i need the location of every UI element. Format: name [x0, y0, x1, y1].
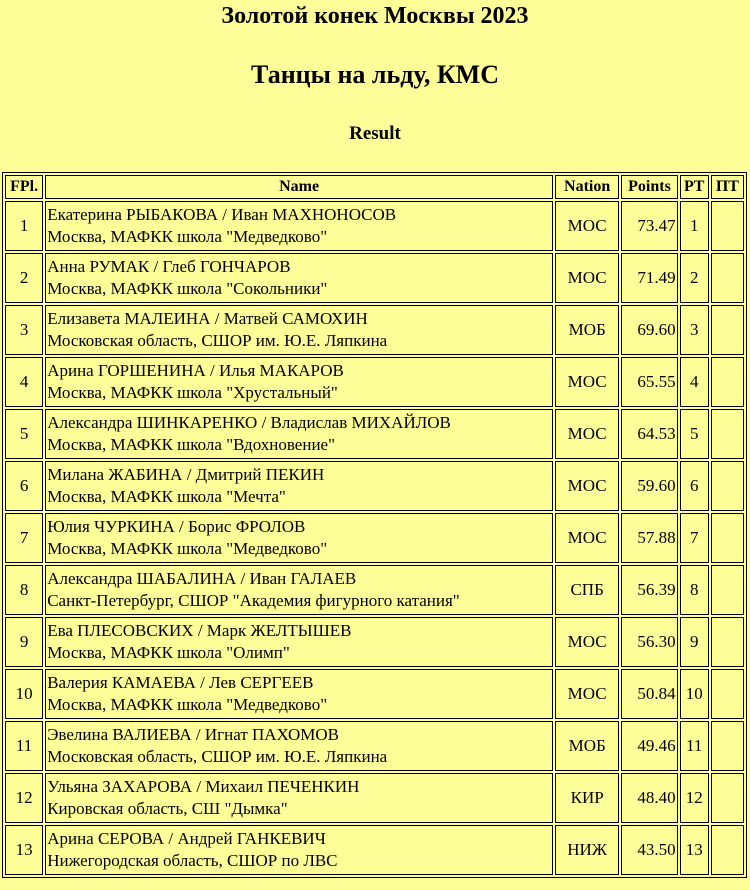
pt-cell: 4	[680, 357, 709, 407]
table-row	[5, 305, 744, 355]
name-cell	[45, 669, 553, 719]
pt2-cell	[711, 305, 744, 355]
club-name: Москва, МАФКК школа "Мечта"	[47, 487, 286, 506]
pt2-cell	[711, 201, 744, 251]
pt-cell: 11	[680, 721, 709, 771]
header-pt: PT	[680, 175, 709, 199]
club-name: Москва, МАФКК школа "Сокольники"	[47, 279, 328, 298]
pt-cell: 2	[680, 253, 709, 303]
name-cell	[45, 513, 553, 563]
club-name: Москва, МАФКК школа "Медведково"	[47, 695, 328, 714]
name-cell	[45, 201, 553, 251]
nation-cell: СПБ	[555, 565, 619, 615]
pt-cell: 6	[680, 461, 709, 511]
name-cell	[45, 565, 553, 615]
club-name: Санкт-Петербург, СШОР "Академия фигурного катания"	[47, 591, 460, 610]
points-cell: 57.88	[621, 513, 677, 563]
name-cell	[45, 721, 553, 771]
pt-cell: 12	[680, 773, 709, 823]
pair-names: Анна РУМАК / Глеб ГОНЧАРОВ	[47, 257, 291, 276]
table-row	[5, 201, 744, 251]
section-title: Result	[349, 123, 401, 144]
points-cell: 56.30	[621, 617, 677, 667]
category-title: Танцы на льду, КМС	[251, 60, 499, 89]
nation-cell: МОС	[555, 617, 619, 667]
pt2-cell	[711, 357, 744, 407]
points-cell: 65.55	[621, 357, 677, 407]
place-cell: 13	[5, 825, 43, 875]
table-row	[5, 825, 744, 875]
pair-names: Юлия ЧУРКИНА / Борис ФРОЛОВ	[47, 517, 306, 536]
nation-cell: МОС	[555, 201, 619, 251]
club-name: Москва, МАФКК школа "Медведково"	[47, 539, 328, 558]
points-cell: 50.84	[621, 669, 677, 719]
table-row	[5, 253, 744, 303]
name-cell	[45, 409, 553, 459]
pt-cell: 7	[680, 513, 709, 563]
points-cell: 56.39	[621, 565, 677, 615]
table-row	[5, 565, 744, 615]
pair-names: Ульяна ЗАХАРОВА / Михаил ПЕЧЕНКИН	[47, 777, 360, 796]
place-cell: 1	[5, 201, 43, 251]
points-cell: 59.60	[621, 461, 677, 511]
event-title: Золотой конек Москвы 2023	[221, 3, 529, 29]
points-cell: 71.49	[621, 253, 677, 303]
pair-names: Эвелина ВАЛИЕВА / Игнат ПАХОМОВ	[47, 725, 339, 744]
points-cell: 64.53	[621, 409, 677, 459]
points-cell: 73.47	[621, 201, 677, 251]
nation-cell: МОБ	[555, 721, 619, 771]
pt-cell: 13	[680, 825, 709, 875]
pair-names: Ева ПЛЕСОВСКИХ / Марк ЖЕЛТЫШЕВ	[47, 621, 352, 640]
name-cell	[45, 617, 553, 667]
name-cell	[45, 357, 553, 407]
results-table	[2, 172, 747, 878]
place-cell: 2	[5, 253, 43, 303]
points-cell: 48.40	[621, 773, 677, 823]
pt2-cell	[711, 461, 744, 511]
nation-cell: НИЖ	[555, 825, 619, 875]
table-row	[5, 513, 744, 563]
place-cell: 9	[5, 617, 43, 667]
table-row	[5, 461, 744, 511]
club-name: Кировская область, СШ "Дымка"	[47, 799, 288, 818]
place-cell: 6	[5, 461, 43, 511]
pair-names: Елизавета МАЛЕИНА / Матвей САМОХИН	[47, 309, 368, 328]
pt-cell: 8	[680, 565, 709, 615]
club-name: Московская область, СШОР им. Ю.Е. Ляпкина	[47, 331, 388, 350]
place-cell: 8	[5, 565, 43, 615]
header-nation: Nation	[555, 175, 619, 199]
points-cell: 43.50	[621, 825, 677, 875]
pt2-cell	[711, 825, 744, 875]
place-cell: 4	[5, 357, 43, 407]
place-cell: 10	[5, 669, 43, 719]
pair-names: Александра ШИНКАРЕНКО / Владислав МИХАЙЛОВ	[47, 413, 451, 432]
nation-cell: МОС	[555, 669, 619, 719]
points-cell: 69.60	[621, 305, 677, 355]
nation-cell: МОС	[555, 253, 619, 303]
place-cell: 3	[5, 305, 43, 355]
table-row	[5, 721, 744, 771]
pt2-cell	[711, 721, 744, 771]
table-row	[5, 773, 744, 823]
club-name: Москва, МАФКК школа "Медведково"	[47, 227, 328, 246]
name-cell	[45, 773, 553, 823]
pt2-cell	[711, 253, 744, 303]
club-name: Москва, МАФКК школа "Олимп"	[47, 643, 290, 662]
nation-cell: КИР	[555, 773, 619, 823]
pt-cell: 3	[680, 305, 709, 355]
pt2-cell	[711, 669, 744, 719]
place-cell: 12	[5, 773, 43, 823]
table-row	[5, 617, 744, 667]
name-cell	[45, 305, 553, 355]
pt2-cell	[711, 565, 744, 615]
pair-names: Александра ШАБАЛИНА / Иван ГАЛАЕВ	[47, 569, 357, 588]
results-body	[5, 201, 744, 875]
pt-cell: 10	[680, 669, 709, 719]
nation-cell: МОС	[555, 357, 619, 407]
pair-names: Милана ЖАБИНА / Дмитрий ПЕКИН	[47, 465, 325, 484]
header-fpl: FPl.	[5, 175, 43, 199]
place-cell: 5	[5, 409, 43, 459]
name-cell	[45, 253, 553, 303]
pt-cell: 5	[680, 409, 709, 459]
club-name: Москва, МАФКК школа "Хрустальный"	[47, 383, 338, 402]
header-pt2: ПТ	[711, 175, 744, 199]
nation-cell: МОС	[555, 409, 619, 459]
place-cell: 7	[5, 513, 43, 563]
points-cell: 49.46	[621, 721, 677, 771]
name-cell	[45, 825, 553, 875]
pt-cell: 9	[680, 617, 709, 667]
table-row	[5, 409, 744, 459]
name-cell	[45, 461, 553, 511]
club-name: Москва, МАФКК школа "Вдохновение"	[47, 435, 336, 454]
club-name: Московская область, СШОР им. Ю.Е. Ляпкина	[47, 747, 388, 766]
nation-cell: МОБ	[555, 305, 619, 355]
table-row	[5, 669, 744, 719]
pt-cell: 1	[680, 201, 709, 251]
pt2-cell	[711, 513, 744, 563]
header-name: Name	[45, 175, 553, 199]
nation-cell: МОС	[555, 461, 619, 511]
header-points: Points	[621, 175, 677, 199]
pt2-cell	[711, 773, 744, 823]
nation-cell: МОС	[555, 513, 619, 563]
table-row	[5, 357, 744, 407]
pt2-cell	[711, 617, 744, 667]
pair-names: Арина ГОРШЕНИНА / Илья МАКАРОВ	[47, 361, 344, 380]
pair-names: Арина СЕРОВА / Андрей ГАНКЕВИЧ	[47, 829, 326, 848]
pair-names: Валерия КАМАЕВА / Лев СЕРГЕЕВ	[47, 673, 314, 692]
pair-names: Екатерина РЫБАКОВА / Иван МАХНОНОСОВ	[47, 205, 397, 224]
pt2-cell	[711, 409, 744, 459]
club-name: Нижегородская область, СШОР по ЛВС	[47, 851, 338, 870]
header-row	[5, 175, 744, 199]
place-cell: 11	[5, 721, 43, 771]
